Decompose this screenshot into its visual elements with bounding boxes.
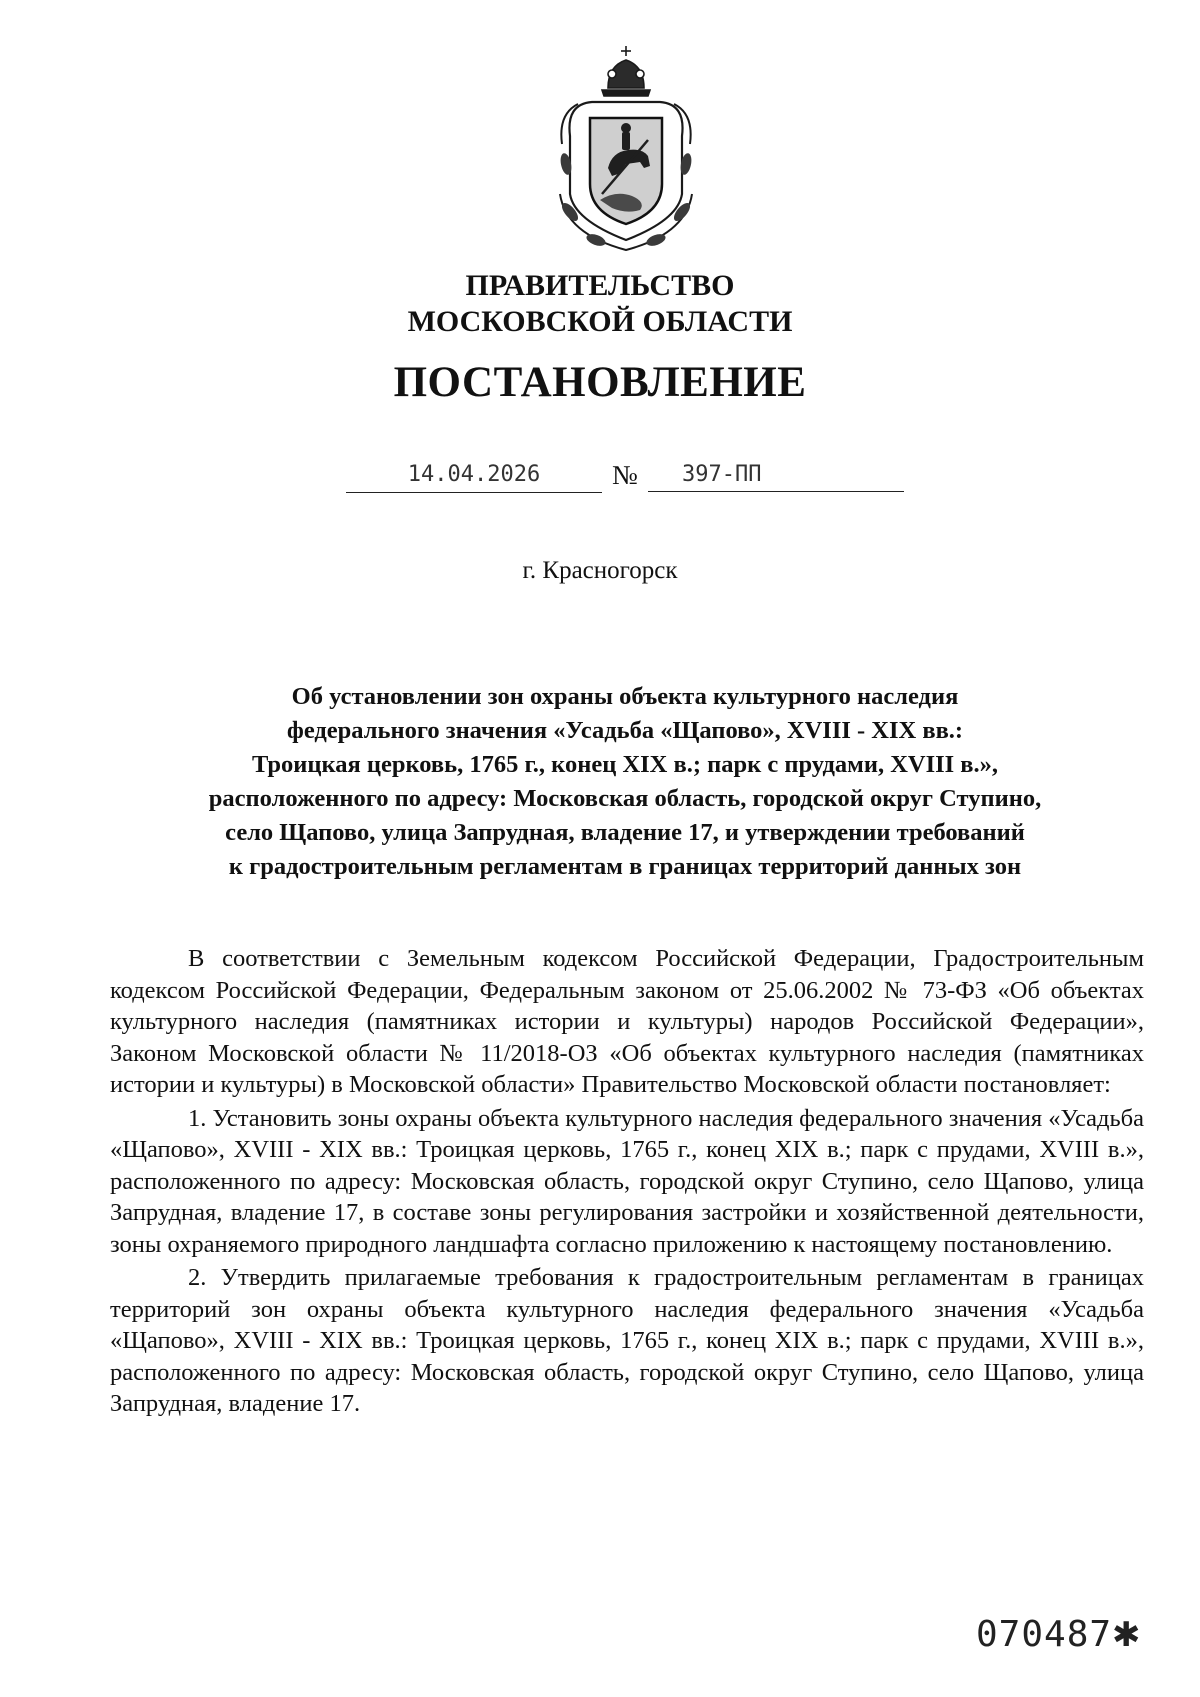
title-line: к градостроительным регламентам в границах территорий данных зон (228, 853, 1022, 880)
serial-star-icon: ✱ (1112, 1615, 1142, 1655)
document-title (140, 680, 1110, 884)
coat-of-arms-icon (556, 44, 696, 256)
organization-name-line-1: ПРАВИТЕЛЬСТВО (465, 269, 735, 302)
document-number: 397-ПП (648, 458, 904, 492)
title-line: Троицкая церковь, 1765 г., конец XIX в.; парк с прудами, XVIII в.», (251, 751, 999, 778)
document-date: 14.04.2026 (346, 458, 602, 493)
title-line: федерального значения «Усадьба «Щапово», XVIII - XIX вв.: (286, 717, 964, 744)
title-line: Об установлении зон охраны объекта культурного наследия (291, 683, 959, 710)
serial-number-value: 070487 (976, 1614, 1113, 1655)
title-line: расположенного по адресу: Московская область, городской округ Ступино, (208, 785, 1042, 812)
document-type-heading: ПОСТАНОВЛЕНИЕ (393, 359, 807, 406)
clause-1-paragraph: 1. Установить зоны охраны объекта культурного наследия федерального значения «Усадьба «Щапово», XVIII - XIX вв.: Троицкая церковь, 1765 г., конец XIX в.; парк с прудами, XVIII в.», расположенного по адресу: Московская область, городской округ Ступино, село Щапово, улица Запрудная, владение 17, в составе зоны регулирования застройки и хозяйственной деятельности, зоны охраняемого природного ландшафта согласно приложению к настоящему постановлению. (110, 1104, 1144, 1258)
document-body (110, 943, 1144, 1422)
document-city: г. Красногорск (522, 557, 678, 584)
organization-name (0, 268, 1200, 340)
title-line: село Щапово, улица Запрудная, владение 17, и утверждении требований (225, 819, 1025, 846)
organization-name-line-2: МОСКОВСКОЙ ОБЛАСТИ (407, 305, 793, 338)
serial-number (976, 1614, 1142, 1656)
clause-2-paragraph: 2. Утвердить прилагаемые требования к градостроительным регламентам в границах территорий зон охраны объекта культурного наследия федерального значения «Усадьба «Щапово», XVIII - XIX вв.: Троицкая церковь, 1765 г., конец XIX в.; парк с прудами, XVIII в.», расположенного по адресу: Московская область, городской округ Ступино, село Щапово, улица Запрудная, владение 17. (110, 1264, 1144, 1417)
number-sign: № (612, 460, 638, 490)
preamble-paragraph: В соответствии с Земельным кодексом Российской Федерации, Градостроительным кодексом Российской Федерации, Федеральным законом от 25.06.2002 № 73-ФЗ «Об объектах культурного наследия (памятниках истории и культуры) народов Российской Федерации», Законом Московской области № 11/2018-ОЗ «Об объектах культурного наследия (памятниках истории и культуры) в Московской области» Правительство Московской области постановляет: (110, 945, 1144, 1098)
